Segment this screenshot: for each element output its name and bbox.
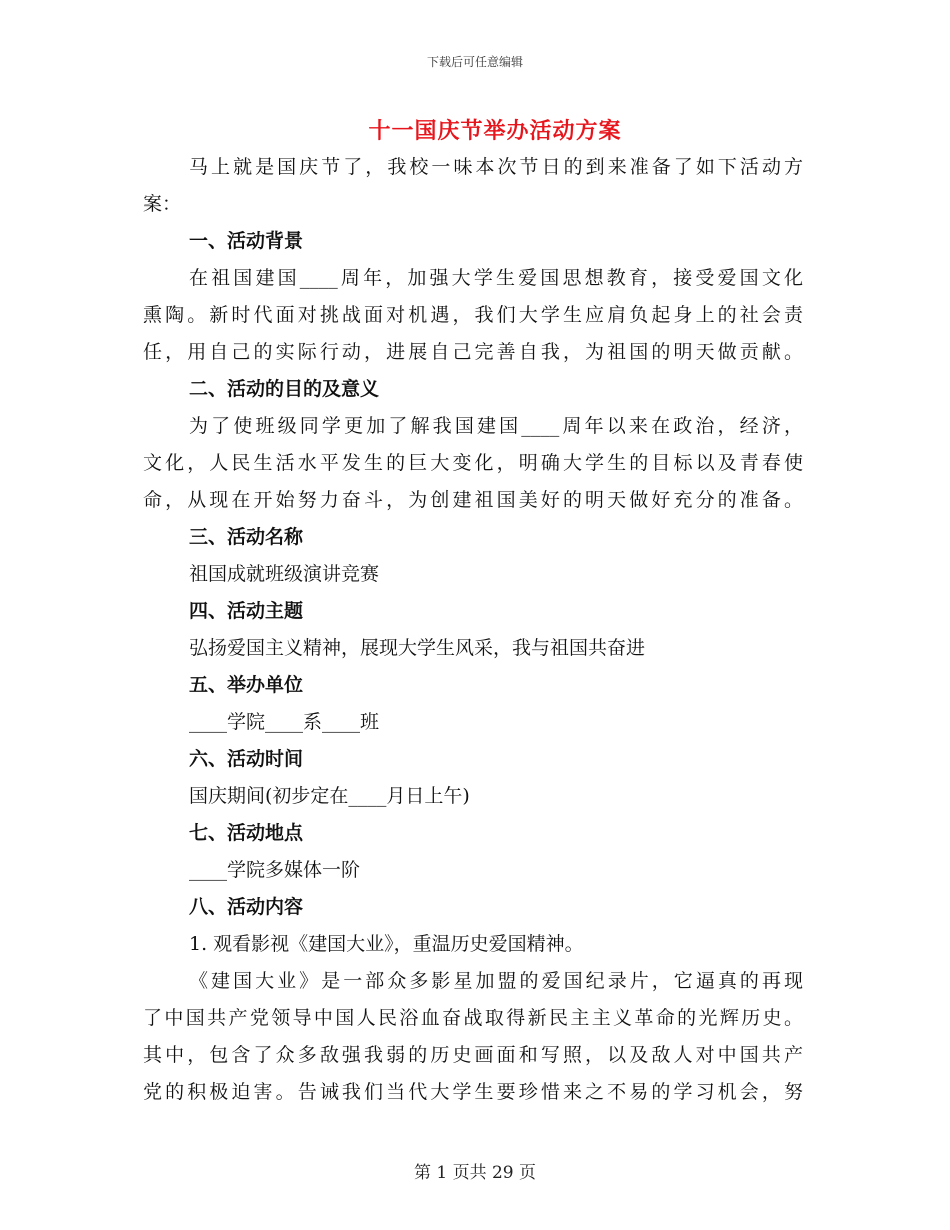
section-heading-time: 六、活动时间 xyxy=(189,748,304,770)
content-line-2: 《建国大业》是一部众多影星加盟的爱国纪录片，它逼真的再现 xyxy=(189,970,803,992)
header-note: 下载后可任意编辑 xyxy=(426,55,523,69)
purpose-line-2: 文化，人民生活水平发生的巨大变化，明确大学生的目标以及青春使 xyxy=(143,452,803,474)
time-line-1: 国庆期间(初步定在____月日上午) xyxy=(189,785,470,807)
section-heading-content: 八、活动内容 xyxy=(189,896,304,918)
section-heading-name: 三、活动名称 xyxy=(189,526,304,548)
name-line-1: 祖国成就班级演讲竞赛 xyxy=(189,563,380,585)
background-line-2: 熏陶。新时代面对挑战面对机遇，我们大学生应肩负起身上的社会责 xyxy=(143,304,803,326)
content-line-1: 1. 观看影视《建国大业》，重温历史爱国精神。 xyxy=(189,933,584,955)
section-heading-purpose: 二、活动的目的及意义 xyxy=(189,378,380,400)
content-line-5: 党的积极迫害。告诫我们当代大学生要珍惜来之不易的学习机会，努 xyxy=(143,1081,803,1103)
document-body xyxy=(143,149,803,1111)
background-line-3: 任，用自己的实际行动，进展自己完善自我，为祖国的明天做贡献。 xyxy=(143,341,803,363)
page-footer: 第 1 页共 29 页 xyxy=(413,1163,537,1183)
purpose-line-1: 为了使班级同学更加了解我国建国____周年以来在政治，经济， xyxy=(189,415,803,437)
section-heading-theme: 四、活动主题 xyxy=(189,600,304,622)
organizer-line-1: ____学院____系____班 xyxy=(189,711,380,733)
content-line-4: 其中，包含了众多敌强我弱的历史画面和写照，以及敌人对中国共产 xyxy=(143,1044,803,1066)
location-line-1: ____学院多媒体一阶 xyxy=(189,859,361,881)
section-heading-location: 七、活动地点 xyxy=(189,822,304,844)
theme-line-1: 弘扬爱国主义精神，展现大学生风采，我与祖国共奋进 xyxy=(189,637,646,659)
section-heading-background: 一、活动背景 xyxy=(189,230,304,252)
intro-line-1: 马上就是国庆节了，我校一味本次节日的到来准备了如下活动方 xyxy=(189,156,803,178)
section-heading-organizer: 五、举办单位 xyxy=(189,674,304,696)
intro-line-2: 案： xyxy=(143,193,182,215)
background-line-1: 在祖国建国____周年，加强大学生爱国思想教育，接受爱国文化 xyxy=(189,267,803,289)
purpose-line-3: 命，从现在开始努力奋斗，为创建祖国美好的明天做好充分的准备。 xyxy=(143,489,803,511)
content-line-3: 了中国共产党领导中国人民浴血奋战取得新民主主义革命的光辉历史。 xyxy=(143,1007,803,1029)
page-title: 十一国庆节举办活动方案 xyxy=(368,118,622,144)
